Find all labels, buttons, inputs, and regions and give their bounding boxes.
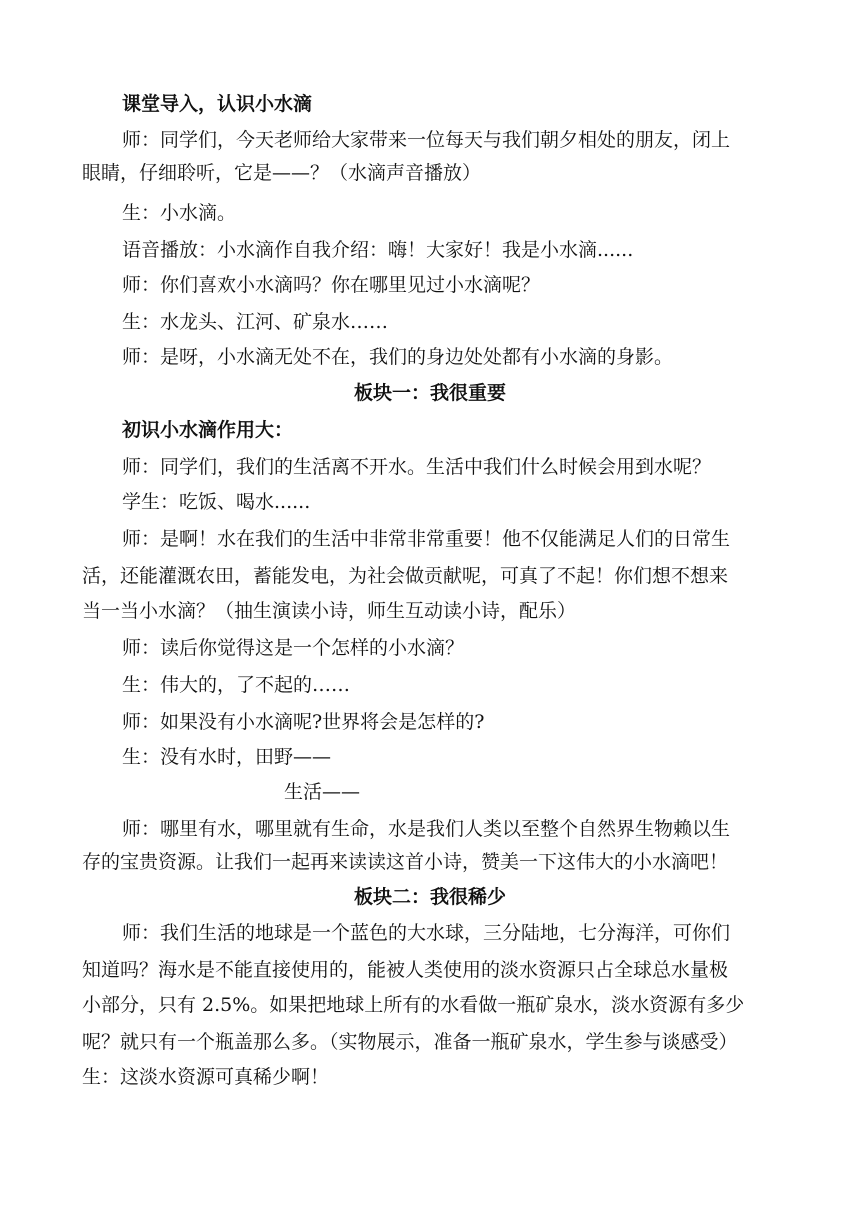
text-line: 学生：吃饭、喝水...... bbox=[122, 491, 311, 513]
section2-title: 板块二：我很稀少 bbox=[353, 886, 506, 908]
text-line: 生活—— bbox=[284, 781, 361, 803]
text-line: 师：哪里有水，哪里就有生命，水是我们人类以至整个自然界生物赖以生 bbox=[122, 818, 731, 840]
text-line: 师：我们生活的地球是一个蓝色的大水球，三分陆地，七分海洋，可你们 bbox=[122, 922, 731, 944]
text-line: 知道吗？海水是不能直接使用的，能被人类使用的淡水资源只占全球总水量极 bbox=[82, 959, 729, 981]
section1-title: 板块一：我很重要 bbox=[353, 382, 506, 404]
text-line: 存的宝贵资源。让我们一起再来读读这首小诗，赞美一下这伟大的小水滴吧！ bbox=[82, 851, 729, 873]
text-line: 师：你们喜欢小水滴吗？你在哪里见过小水滴呢？ bbox=[122, 274, 541, 296]
text-line: 生：没有水时，田野—— bbox=[122, 746, 332, 768]
text-line: 师：如果没有小水滴呢?世界将会是怎样的? bbox=[122, 711, 485, 733]
text-line: 生：这淡水资源可真稀少啊！ bbox=[82, 1066, 330, 1088]
text-line: 眼睛，仔细聆听，它是——？（水滴声音播放） bbox=[82, 162, 482, 184]
text-line: 活，还能灌溉农田，蓄能发电，为社会做贡献呢，可真了不起！你们想不想来 bbox=[82, 565, 729, 587]
text-line: 生：水龙头、江河、矿泉水…… bbox=[122, 311, 389, 333]
text-line: 当一当小水滴？（抽生演读小诗，师生互动读小诗，配乐） bbox=[82, 600, 577, 622]
text-line: 师：读后你觉得这是一个怎样的小水滴？ bbox=[122, 637, 465, 659]
intro-heading: 课堂导入，认识小水滴 bbox=[122, 93, 313, 115]
text-line: 师：是呀，小水滴无处不在，我们的身边处处都有小水滴的身影。 bbox=[122, 346, 674, 368]
text-line: 语音播放：小水滴作自我介绍：嗨！大家好！我是小水滴...... bbox=[122, 239, 634, 261]
text-line: 生：伟大的，了不起的…… bbox=[122, 674, 351, 696]
text-line: 呢？就只有一个瓶盖那么多。（实物展示，准备一瓶矿泉水，学生参与谈感受） bbox=[82, 1031, 738, 1053]
text-line: 师：是啊！水在我们的生活中非常非常重要！他不仅能满足人们的日常生 bbox=[122, 528, 731, 550]
text-line: 师：同学们，我们的生活离不开水。生活中我们什么时候会用到水呢？ bbox=[122, 456, 712, 478]
text-line: 小部分，只有 2.5%。如果把地球上所有的水看做一瓶矿泉水，淡水资源有多少 bbox=[82, 994, 745, 1016]
text-line: 生：小水滴。 bbox=[122, 202, 237, 224]
text-line: 师：同学们，今天老师给大家带来一位每天与我们朝夕相处的朋友，闭上 bbox=[122, 129, 731, 151]
section1-subheading: 初识小水滴作用大： bbox=[122, 419, 294, 441]
